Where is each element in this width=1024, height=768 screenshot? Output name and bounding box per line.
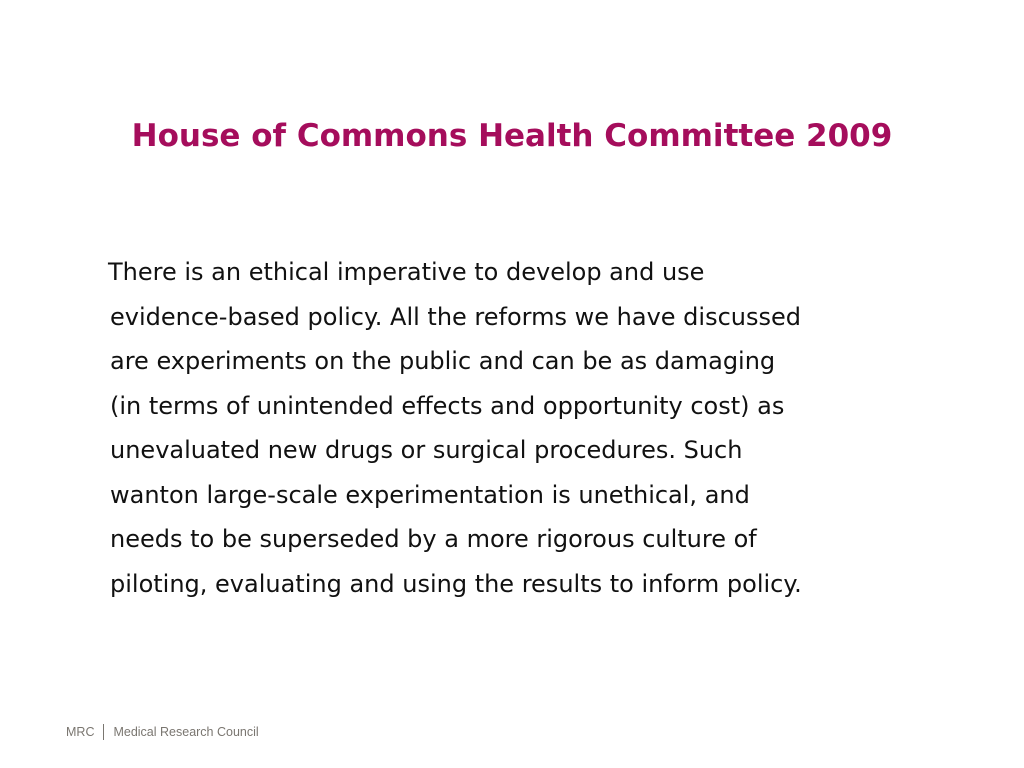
- footer-logo: [66, 722, 259, 742]
- quote-line: evidence-based policy. All the reforms we have discussed: [110, 302, 801, 331]
- org-name: Medical Research Council: [113, 725, 259, 739]
- quote-line: needs to be superseded by a more rigorous culture of: [110, 525, 757, 553]
- quote-line: wanton large-scale experimentation is unethical, and: [110, 480, 750, 509]
- quote-line: are experiments on the public and can be as damaging: [110, 347, 776, 375]
- quote-line: (in terms of unintended effects and opportunity cost) as: [110, 391, 785, 420]
- footer-divider: [103, 724, 104, 740]
- quote-line: piloting, evaluating and using the results to inform policy.: [110, 569, 802, 598]
- quote-line: unevaluated new drugs or surgical procedures. Such: [110, 436, 743, 464]
- slide-title: House of Commons Health Committee 2009: [131, 118, 893, 154]
- quote-paragraph: [110, 250, 960, 606]
- quote-line: There is an ethical imperative to develop and use: [108, 258, 705, 286]
- org-abbreviation: MRC: [66, 725, 95, 739]
